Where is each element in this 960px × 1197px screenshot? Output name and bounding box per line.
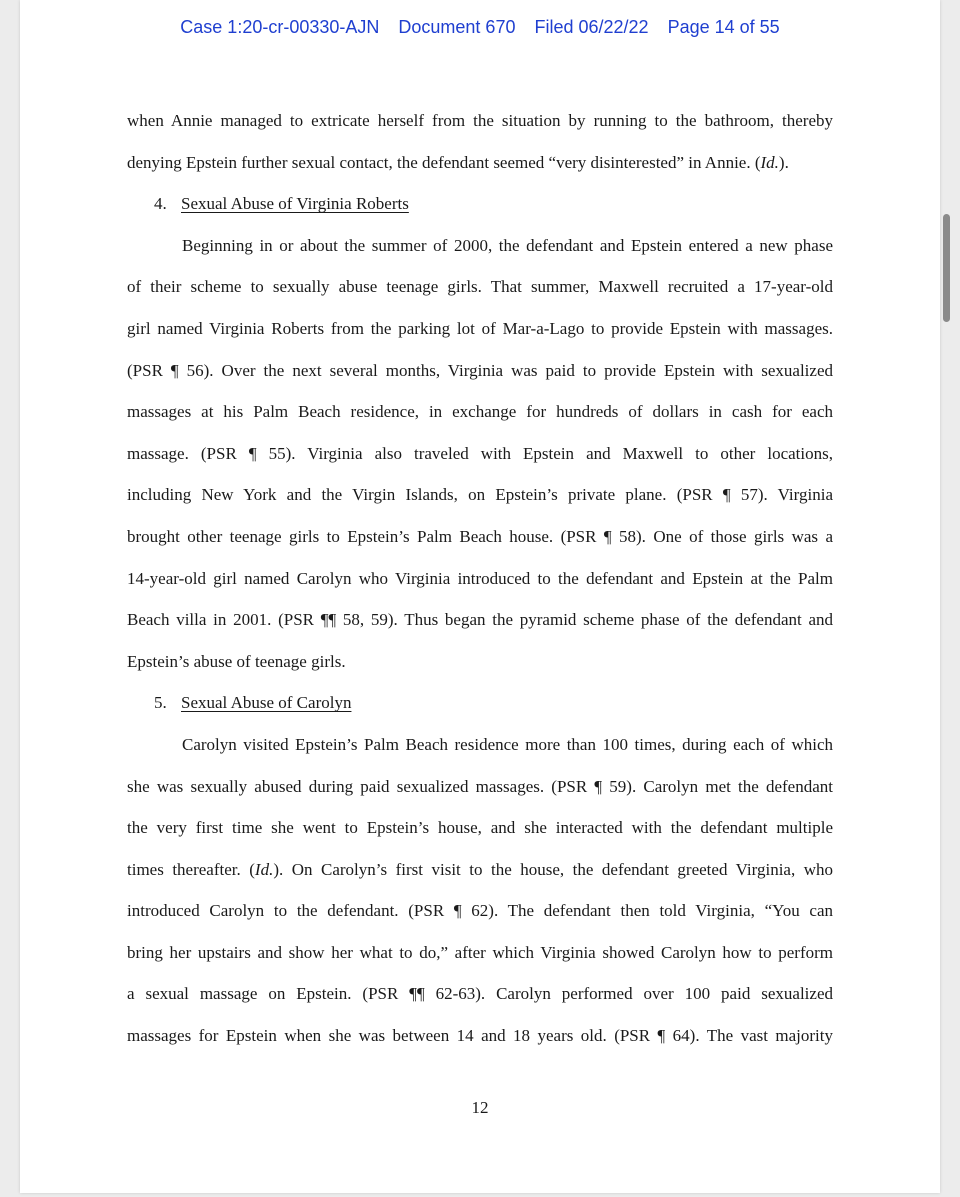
section-heading-4 [127, 190, 833, 232]
text-line: (PSR ¶ 56). Over the next several months, Virginia was paid to provide Epstein with sexualized [127, 360, 833, 380]
text-line: Beach villa in 2001. (PSR ¶¶ 58, 59). Thus began the pyramid scheme phase of the defendant and [127, 610, 833, 630]
section-number: 5. [154, 693, 167, 713]
text-line: including New York and the Virgin Islands, on Epstein’s private plane. (PSR ¶ 57). Virginia [127, 485, 833, 505]
text-line: massages at his Palm Beach residence, in exchange for hundreds of dollars in cash for each [127, 402, 833, 422]
document-page [20, 0, 940, 1193]
text-line: denying Epstein further sexual contact, the defendant seemed “very disinterested” in Annie. (Id.). [127, 152, 789, 172]
text-line: Epstein’s abuse of teenage girls. [127, 651, 346, 671]
text-line: when Annie managed to extricate herself from the situation by running to the bathroom, thereby [127, 111, 833, 130]
vertical-scrollbar[interactable] [943, 214, 950, 322]
section-number: 4. [154, 194, 167, 214]
text-line: Beginning in or about the summer of 2000, the defendant and Epstein entered a new phase [182, 235, 833, 255]
filed-date: Filed 06/22/22 [534, 17, 649, 37]
document-number: Document 670 [398, 17, 516, 37]
document-body [127, 107, 833, 1064]
text-line: massage. (PSR ¶ 55). Virginia also traveled with Epstein and Maxwell to other locations, [127, 443, 833, 463]
text-line: 14-year-old girl named Carolyn who Virginia introduced to the defendant and Epstein at the Palm [127, 568, 833, 588]
text-line: introduced Carolyn to the defendant. (PSR ¶ 62). The defendant then told Virginia, “You can [127, 901, 833, 921]
section-heading-5 [127, 689, 833, 731]
page-number: 12 [471, 1098, 489, 1117]
case-number: Case 1:20-cr-00330-AJN [180, 17, 380, 37]
text-line: she was sexually abused during paid sexualized massages. (PSR ¶ 59). Carolyn met the defendant [127, 776, 833, 796]
text-line: bring her upstairs and show her what to do,” after which Virginia showed Carolyn how to perform [127, 942, 833, 962]
text-line: times thereafter. (Id.). On Carolyn’s first visit to the house, the defendant greeted Virginia, who [127, 859, 833, 879]
text-line: the very first time she went to Epstein’s house, and she interacted with the defendant multiple [127, 818, 833, 838]
page-indicator: Page 14 of 55 [667, 17, 780, 37]
text-line: girl named Virginia Roberts from the parking lot of Mar-a-Lago to provide Epstein with massages. [127, 318, 833, 338]
text-line: brought other teenage girls to Epstein’s Palm Beach house. (PSR ¶ 58). One of those girls was a [127, 526, 833, 546]
section-title: Sexual Abuse of Carolyn [181, 693, 352, 713]
case-header [20, 17, 940, 38]
text-line: massages for Epstein when she was between 14 and 18 years old. (PSR ¶ 64). The vast majority [127, 1026, 833, 1046]
section-title: Sexual Abuse of Virginia Roberts [181, 194, 409, 214]
text-line: Carolyn visited Epstein’s Palm Beach residence more than 100 times, during each of which [182, 734, 833, 754]
text-line: a sexual massage on Epstein. (PSR ¶¶ 62-63). Carolyn performed over 100 paid sexualized [127, 984, 833, 1004]
text-line: of their scheme to sexually abuse teenage girls. That summer, Maxwell recruited a 17-year-old [127, 277, 833, 297]
